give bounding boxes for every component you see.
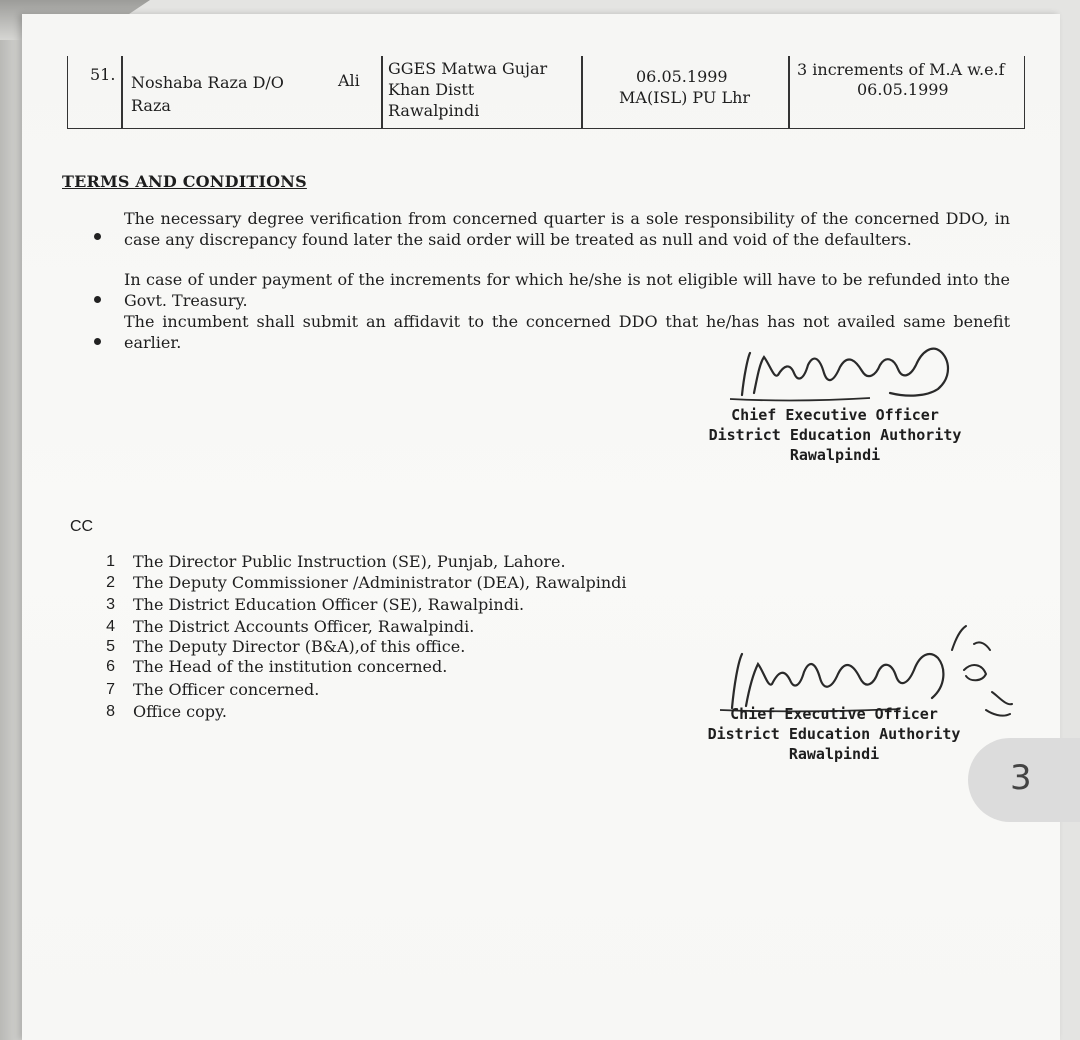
table-divider bbox=[381, 56, 383, 129]
date-cell-line1: 06.05.1999 bbox=[636, 67, 728, 86]
cc-item-text: The Deputy Director (B&A),of this office. bbox=[133, 637, 466, 656]
term-item-1: The necessary degree verification from concerned quarter is a sole responsibility of the concerned DDO, in case any discrepancy found later the said order will be treated as null and void of the defaulters. bbox=[124, 209, 1010, 249]
cc-item-number: 7 bbox=[106, 681, 115, 698]
cc-item-text: The Deputy Commissioner /Administrator (DEA), Rawalpindi bbox=[133, 573, 627, 592]
signature-block-2 bbox=[694, 704, 974, 764]
signature-city: Rawalpindi bbox=[788, 745, 880, 763]
cc-item-number: 8 bbox=[106, 703, 115, 720]
signature-authority: District Education Authority bbox=[707, 725, 961, 743]
table-divider bbox=[788, 56, 790, 129]
cc-item-text: The Head of the institution concerned. bbox=[133, 657, 448, 676]
school-cell-line1: GGES Matwa Gujar bbox=[388, 59, 548, 78]
table-divider bbox=[581, 56, 583, 129]
signature-authority: District Education Authority bbox=[708, 426, 962, 444]
name-cell-line1: Noshaba Raza D/O bbox=[131, 73, 284, 92]
signature-title: Chief Executive Officer bbox=[730, 705, 938, 723]
terms-heading: TERMS AND CONDITIONS bbox=[62, 172, 307, 191]
term-item-2: In case of under payment of the increments for which he/she is not eligible will have to be refunded into the Govt. Treasury. bbox=[124, 270, 1010, 310]
cc-item-text: Office copy. bbox=[133, 702, 227, 721]
cc-item-number: 6 bbox=[106, 658, 115, 675]
cc-item-number: 5 bbox=[106, 638, 115, 655]
remarks-cell-line2: 06.05.1999 bbox=[857, 80, 949, 99]
cc-item-text: The Director Public Instruction (SE), Punjab, Lahore. bbox=[133, 552, 566, 571]
bullet-icon bbox=[94, 233, 101, 240]
signature-title: Chief Executive Officer bbox=[731, 406, 939, 424]
cc-item-text: The Officer concerned. bbox=[133, 680, 320, 699]
school-cell-line2: Khan Distt bbox=[388, 80, 475, 99]
cc-item-number: 2 bbox=[106, 574, 115, 591]
father-name-cell: Ali bbox=[338, 71, 360, 90]
signature-block-1 bbox=[700, 405, 970, 465]
term-item-3: The incumbent shall submit an affidavit to the concerned DDO that he/has has not availed same benefit earlier. bbox=[124, 312, 1010, 352]
bullet-icon bbox=[94, 338, 101, 345]
document-page bbox=[22, 14, 1060, 1040]
table-divider bbox=[121, 56, 123, 129]
cc-item-number: 4 bbox=[106, 618, 115, 635]
page-number: 3 bbox=[1010, 758, 1032, 798]
signature-city: Rawalpindi bbox=[789, 446, 881, 464]
handwritten-signature-1 bbox=[730, 335, 970, 405]
cc-item-number: 1 bbox=[106, 553, 115, 570]
serial-number: 51. bbox=[90, 65, 116, 84]
cc-label: CC bbox=[70, 518, 94, 535]
bullet-icon bbox=[94, 296, 101, 303]
cc-item-number: 3 bbox=[106, 596, 115, 613]
cc-item-text: The District Education Officer (SE), Rawalpindi. bbox=[133, 595, 525, 614]
name-cell-line2: Raza bbox=[131, 96, 171, 115]
cc-item-text: The District Accounts Officer, Rawalpindi. bbox=[133, 617, 475, 636]
remarks-cell-line1: 3 increments of M.A w.e.f bbox=[797, 60, 1005, 79]
date-cell-line2: MA(ISL) PU Lhr bbox=[619, 88, 751, 107]
school-cell-line3: Rawalpindi bbox=[388, 101, 480, 120]
